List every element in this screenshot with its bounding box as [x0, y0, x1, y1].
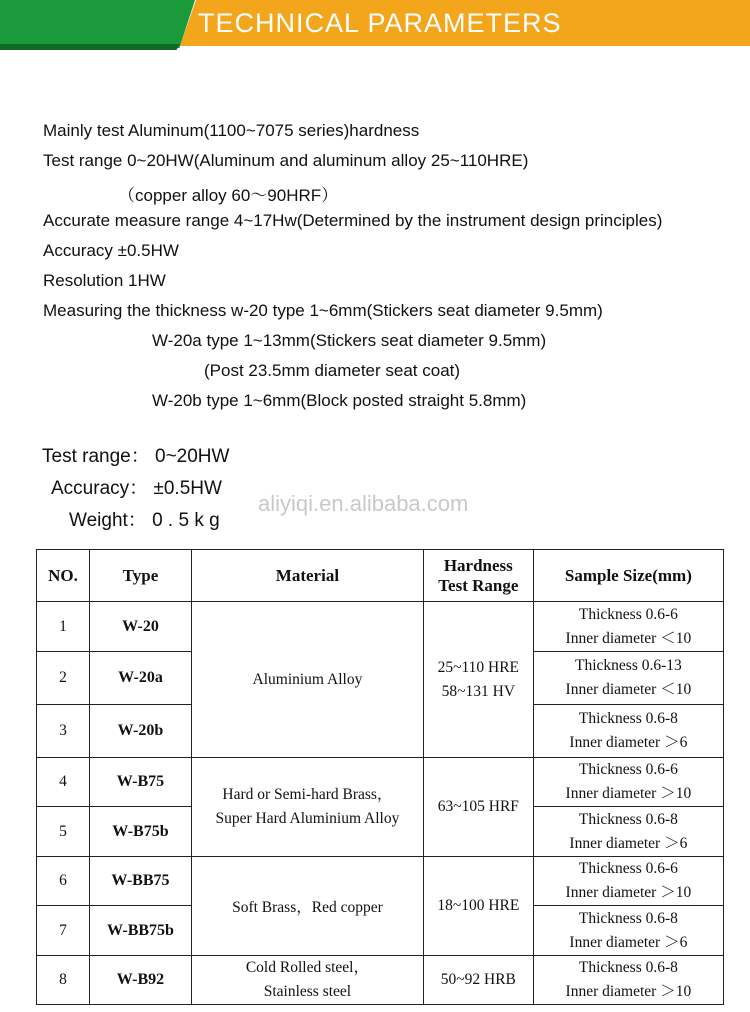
material-line: Hard or Semi-hard Brass，: [222, 786, 393, 803]
hardness-line: 63~105 HRF: [437, 798, 519, 815]
thickness-text: Thickness 0.6-8: [578, 710, 678, 727]
spec-label: Test range：: [42, 446, 150, 467]
size-cell: [533, 705, 723, 758]
header-hardness-line1: Hardness: [443, 555, 513, 575]
inner-diameter-text: Inner diameter ＞10: [565, 785, 692, 802]
hardness-line: 50~92 HRB: [440, 971, 516, 988]
inner-diameter-text: Inner diameter ＞6: [569, 834, 688, 852]
row-no: 5: [37, 807, 90, 857]
table-row: [37, 956, 724, 1005]
size-cell: [533, 602, 723, 652]
thickness-text: Thickness 0.6-8: [578, 909, 678, 927]
table-row: [37, 602, 724, 652]
spec-weight: [69, 505, 220, 532]
material-cell: [191, 758, 423, 857]
material-line: Super Hard Aluminium Alloy: [215, 810, 400, 827]
thickness-text: Thickness 0.6-13: [575, 657, 682, 674]
description-line: Accuracy ±0.5HW: [43, 241, 179, 260]
row-type: W-B75: [89, 758, 191, 807]
row-no: 2: [37, 652, 90, 705]
table-row: [37, 758, 724, 807]
spec-value: 0~20HW: [155, 446, 230, 467]
size-cell: [533, 758, 723, 807]
header-no: NO.: [37, 550, 90, 602]
hardness-line: 25~110 HRE: [437, 658, 520, 676]
material-cell: [191, 956, 423, 1005]
description-line: Mainly test Aluminum(1100~7075 series)hardness: [43, 121, 420, 140]
description-line: Resolution 1HW: [43, 271, 166, 290]
inner-diameter-text: Inner diameter ＜10: [565, 681, 692, 698]
header-hardness-line2: Test Range: [438, 575, 519, 595]
thickness-text: Thickness 0.6-6: [578, 761, 678, 778]
header-sample-size: Sample Size(mm): [533, 550, 723, 602]
header-hardness: [423, 550, 533, 602]
description-line: Measuring the thickness w-20 type 1~6mm(Stickers seat diameter 9.5mm): [43, 301, 603, 320]
row-no: 4: [37, 758, 90, 807]
spec-value: 0 . 5 k g: [152, 510, 220, 531]
spec-label: Accuracy：: [51, 478, 149, 499]
header-banner: [0, 0, 750, 52]
row-type: W-20a: [89, 652, 191, 705]
material-line: Aluminium Alloy: [252, 670, 363, 688]
description-line: W-20a type 1~13mm(Stickers seat diameter 9.5mm): [152, 331, 547, 350]
header-material: Material: [191, 550, 423, 602]
hardness-line: 18~100 HRE: [437, 897, 520, 914]
row-no: 7: [37, 906, 90, 956]
thickness-text: Thickness 0.6-8: [578, 810, 678, 828]
watermark-text: aliyiqi.en.alibaba.com: [258, 491, 469, 516]
description-line: Test range 0~20HW(Aluminum and aluminum alloy 25~110HRE): [43, 151, 529, 170]
row-type: W-BB75: [89, 857, 191, 906]
hardness-cell: [423, 758, 533, 857]
row-type: W-BB75b: [89, 906, 191, 956]
hardness-cell: [423, 857, 533, 956]
row-type: W-B75b: [89, 807, 191, 857]
thickness-text: Thickness 0.6-8: [578, 959, 678, 976]
description-line: (Post 23.5mm diameter seat coat): [204, 361, 461, 380]
description-line: （copper alloy 60～90HRF）: [118, 186, 339, 205]
row-no: 1: [37, 602, 90, 652]
header-type: Type: [89, 550, 191, 602]
row-type: W-20: [89, 602, 191, 652]
spec-label: Weight：: [69, 510, 147, 531]
inner-diameter-text: Inner diameter ＞10: [565, 884, 692, 901]
material-line: Soft Brass，Red copper: [232, 899, 383, 916]
spec-test-range: [42, 441, 229, 468]
spec-value: ±0.5HW: [153, 478, 222, 499]
row-no: 6: [37, 857, 90, 906]
table-header-row: [37, 550, 724, 602]
size-cell: [533, 956, 723, 1005]
thickness-text: Thickness 0.6-6: [578, 860, 678, 877]
description-line: W-20b type 1~6mm(Block posted straight 5.8mm): [152, 391, 527, 410]
row-no: 3: [37, 705, 90, 758]
hardness-cell: [423, 956, 533, 1005]
row-no: 8: [37, 956, 90, 1005]
hardness-cell: [423, 602, 533, 758]
material-line: Stainless steel: [263, 983, 352, 1000]
inner-diameter-text: Inner diameter ＞10: [565, 983, 692, 1000]
description-line: Accurate measure range 4~17Hw(Determined by the instrument design principles): [43, 211, 663, 230]
banner-green-block: [0, 0, 195, 48]
spec-accuracy: [51, 473, 222, 500]
material-cell: [191, 602, 423, 758]
page-title: TECHNICAL PARAMETERS: [198, 8, 562, 38]
parameters-table: [36, 549, 724, 1005]
size-cell: [533, 652, 723, 705]
hardness-line: 58~131 HV: [441, 682, 516, 700]
size-cell: [533, 906, 723, 956]
inner-diameter-text: Inner diameter ＞6: [569, 734, 688, 751]
table-row: [37, 857, 724, 906]
row-type: W-B92: [89, 956, 191, 1005]
size-cell: [533, 807, 723, 857]
banner-green-stripe: [0, 44, 180, 50]
material-line: Cold Rolled steel，: [245, 959, 369, 976]
inner-diameter-text: Inner diameter ＜10: [565, 629, 692, 647]
inner-diameter-text: Inner diameter ＞6: [569, 933, 688, 951]
material-cell: [191, 857, 423, 956]
thickness-text: Thickness 0.6-6: [578, 605, 678, 623]
size-cell: [533, 857, 723, 906]
row-type: W-20b: [89, 705, 191, 758]
